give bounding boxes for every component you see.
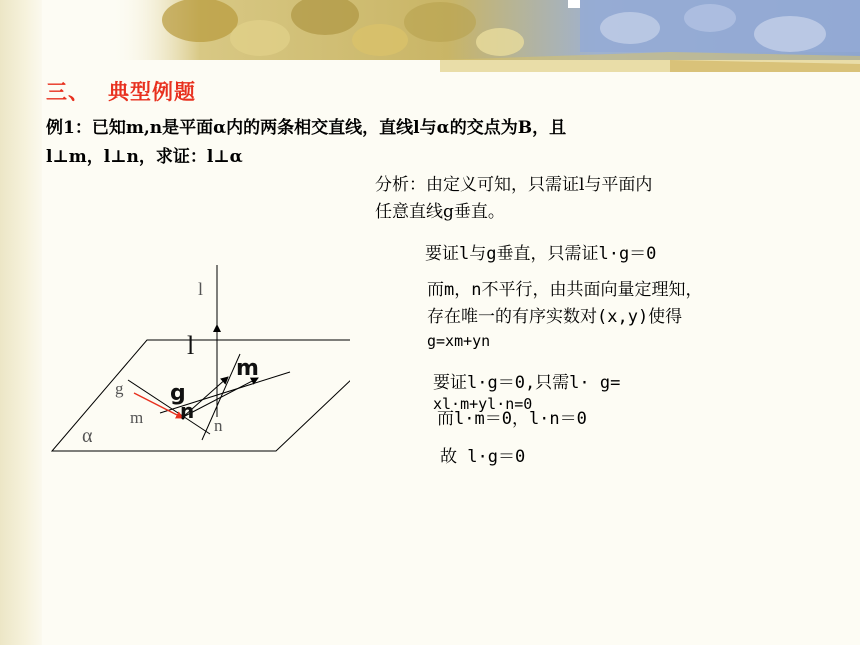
label-n-big: n xyxy=(180,399,195,423)
background-stripe xyxy=(0,0,42,645)
analysis-line-1: 分析：由定义可知，只需证l与平面内 xyxy=(375,175,653,195)
label-l-small: l xyxy=(198,279,204,299)
step-1: 要证l与g垂直，只需证l·g＝0 xyxy=(425,244,657,264)
label-g-small: g xyxy=(115,379,124,398)
step-2a: 而m，n不平行，由共面向量定理知， xyxy=(427,280,703,300)
plane-alpha xyxy=(52,340,350,451)
section-number: 三、 xyxy=(46,79,90,104)
step-3a: 要证l·g＝0,只需l· g= xyxy=(433,373,621,393)
label-m-big: m xyxy=(236,356,259,381)
label-m-small: m xyxy=(130,408,144,427)
label-n-small: n xyxy=(214,416,223,435)
example-line-1: 例1：已知m,n是平面α内的两条相交直线，直线l与α的交点为B，且 xyxy=(46,118,567,138)
label-g-big: g xyxy=(170,381,186,406)
decorative-banner xyxy=(110,0,860,72)
example-line-2: l⊥m，l⊥n，求证：l⊥α xyxy=(46,147,243,167)
step-2b: 存在唯一的有序实数对(x,y)使得 xyxy=(427,307,683,327)
analysis-line-2: 任意直线g垂直。 xyxy=(375,202,505,222)
section-title xyxy=(46,76,196,106)
label-l-big: l xyxy=(187,331,195,360)
step-2c: g=xm+yn xyxy=(427,332,491,350)
geometry-diagram xyxy=(50,260,350,460)
label-alpha: α xyxy=(82,425,93,447)
step-5: 故 l·g＝0 xyxy=(440,447,526,467)
step-4: 而l·m＝0，l·n＝0 xyxy=(437,409,587,429)
step-3b: xl·m+yl·n=0 xyxy=(433,395,533,413)
section-heading: 典型例题 xyxy=(108,79,196,104)
